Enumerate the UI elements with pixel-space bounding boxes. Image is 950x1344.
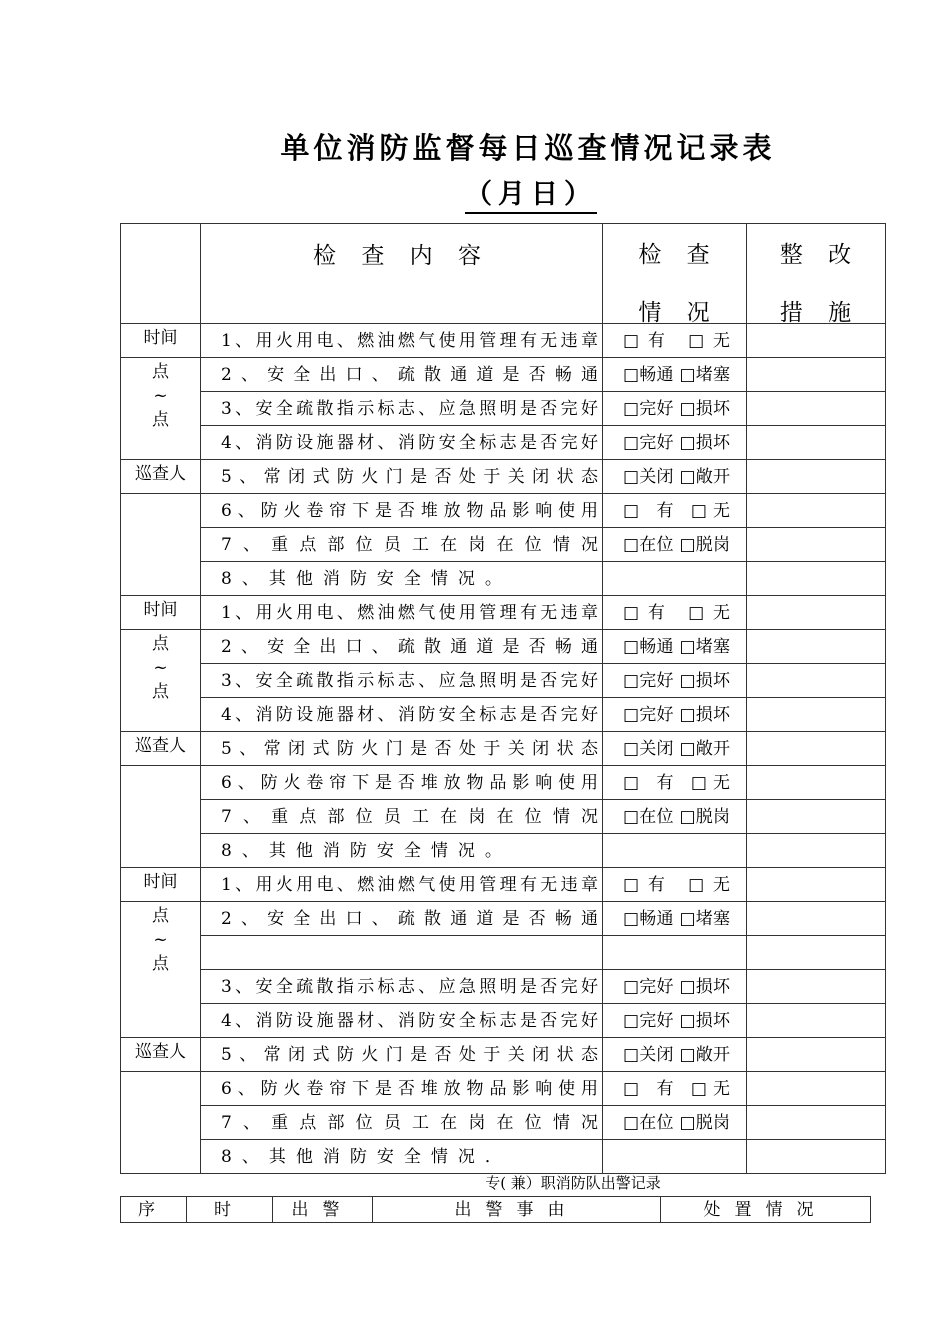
check-status: □有 □无 xyxy=(602,867,747,902)
check-item: 8、其他消防安全情况。 xyxy=(200,561,603,596)
rectification-cell xyxy=(746,1071,886,1106)
check-status xyxy=(602,935,747,970)
time-range-part: 点 xyxy=(152,682,169,702)
check-status: □完好 □损坏 xyxy=(602,663,747,698)
side-blank-cell xyxy=(120,493,201,596)
time-label: 时间 xyxy=(120,323,201,358)
check-status: □畅通 □堵塞 xyxy=(602,357,747,392)
rectification-cell xyxy=(746,1105,886,1140)
rectification-cell xyxy=(746,833,886,868)
check-status: □有 □无 xyxy=(602,323,747,358)
check-item xyxy=(200,935,603,970)
rectification-cell xyxy=(746,969,886,1004)
time-range-part: ~ xyxy=(153,658,168,678)
header-rectification-cell: 整 改 措 施 xyxy=(746,223,886,324)
alarm-header-cell: 序 xyxy=(120,1196,187,1223)
inspector-label: 巡查人 xyxy=(120,459,201,494)
check-status: □畅通 □堵塞 xyxy=(602,629,747,664)
rectification-cell xyxy=(746,1003,886,1038)
rectification-cell xyxy=(746,765,886,800)
check-status: □ 有 □无 xyxy=(602,1071,747,1106)
check-item: 1、用火用电、燃油燃气使用管理有无违章 xyxy=(200,595,603,630)
rectification-cell xyxy=(746,459,886,494)
check-item: 4、消防设施器材、消防安全标志是否完好 xyxy=(200,425,603,460)
check-status: □完好 □损坏 xyxy=(602,391,747,426)
check-status xyxy=(602,833,747,868)
check-status: □在位 □脱岗 xyxy=(602,527,747,562)
time-range-label xyxy=(120,629,201,732)
check-item: 2、安全出口、疏散通道是否畅通 xyxy=(200,901,603,936)
check-status: □完好 □损坏 xyxy=(602,1003,747,1038)
rectification-cell xyxy=(746,425,886,460)
check-item: 4、消防设施器材、消防安全标志是否完好 xyxy=(200,1003,603,1038)
time-range-part: 点 xyxy=(152,410,169,430)
header-blank-cell xyxy=(120,223,201,324)
time-range-part: 点 xyxy=(152,906,169,926)
page-title: 单位消防监督每日巡查情况记录表 xyxy=(280,131,776,165)
side-blank-cell xyxy=(120,1071,201,1174)
check-item: 8、其他消防安全情况． xyxy=(200,1139,603,1174)
check-item: 3、安全疏散指示标志、应急照明是否完好 xyxy=(200,391,603,426)
rectification-cell xyxy=(746,901,886,936)
time-label: 时间 xyxy=(120,867,201,902)
check-item: 6、防火卷帘下是否堆放物品影响使用 xyxy=(200,765,603,800)
rectification-cell xyxy=(746,323,886,358)
check-status: □在位 □脱岗 xyxy=(602,799,747,834)
check-status: □关闭 □敞开 xyxy=(602,459,747,494)
check-status: □关闭 □敞开 xyxy=(602,731,747,766)
check-item: 7、重点部位员工在岗在位情况 xyxy=(200,527,603,562)
inspector-label: 巡查人 xyxy=(120,731,201,766)
date-subtitle: （月日） xyxy=(465,178,597,214)
check-status: □关闭 □敞开 xyxy=(602,1037,747,1072)
check-item: 4、消防设施器材、消防安全标志是否完好 xyxy=(200,697,603,732)
side-blank-cell xyxy=(120,765,201,868)
header-content-cell: 检 查 内 容 xyxy=(200,223,603,324)
rectification-cell xyxy=(746,697,886,732)
check-item: 3、安全疏散指示标志、应急照明是否完好 xyxy=(200,969,603,1004)
time-label: 时间 xyxy=(120,595,201,630)
check-item: 5、常闭式防火门是否处于关闭状态 xyxy=(200,731,603,766)
check-status: □完好 □损坏 xyxy=(602,697,747,732)
check-item: 1、用火用电、燃油燃气使用管理有无违章 xyxy=(200,867,603,902)
check-item: 3、安全疏散指示标志、应急照明是否完好 xyxy=(200,663,603,698)
check-item: 5、常闭式防火门是否处于关闭状态 xyxy=(200,459,603,494)
alarm-header-cell: 出警 xyxy=(272,1196,373,1223)
alarm-header-cell: 出警事由 xyxy=(372,1196,661,1223)
rectification-cell xyxy=(746,731,886,766)
check-item: 2、安全出口、疏散通道是否畅通 xyxy=(200,357,603,392)
check-status: □畅通 □堵塞 xyxy=(602,901,747,936)
time-range-part: ~ xyxy=(153,930,168,950)
check-item: 7、重点部位员工在岗在位情况 xyxy=(200,799,603,834)
check-status: □完好 □损坏 xyxy=(602,969,747,1004)
inspector-label: 巡查人 xyxy=(120,1037,201,1072)
time-range-part: ~ xyxy=(153,386,168,406)
check-item: 6、防火卷帘下是否堆放物品影响使用 xyxy=(200,1071,603,1106)
check-item: 5、常闭式防火门是否处于关闭状态 xyxy=(200,1037,603,1072)
check-item: 2、安全出口、疏散通道是否畅通 xyxy=(200,629,603,664)
alarm-header-cell: 时 xyxy=(186,1196,273,1223)
check-item: 6、防火卷帘下是否堆放物品影响使用 xyxy=(200,493,603,528)
rectification-cell xyxy=(746,867,886,902)
check-status: □有 □无 xyxy=(602,595,747,630)
time-range-part: 点 xyxy=(152,362,169,382)
check-item: 1、用火用电、燃油燃气使用管理有无违章 xyxy=(200,323,603,358)
rectification-cell xyxy=(746,527,886,562)
rectification-cell xyxy=(746,561,886,596)
rectification-cell xyxy=(746,1139,886,1174)
check-status: □ 有 □无 xyxy=(602,493,747,528)
rectification-cell xyxy=(746,935,886,970)
check-status xyxy=(602,561,747,596)
check-status: □完好 □损坏 xyxy=(602,425,747,460)
header-status-cell: 检 查 情 况 xyxy=(602,223,747,324)
rectification-cell xyxy=(746,357,886,392)
check-item: 7、重点部位员工在岗在位情况 xyxy=(200,1105,603,1140)
rectification-cell xyxy=(746,595,886,630)
alarm-header-cell: 处置情况 xyxy=(660,1196,871,1223)
check-item: 8、其他消防安全情况。 xyxy=(200,833,603,868)
alarm-record-caption: 专( 兼）职消防队出警记录 xyxy=(485,1174,661,1192)
time-range-label xyxy=(120,357,201,460)
rectification-cell xyxy=(746,663,886,698)
rectification-cell xyxy=(746,629,886,664)
check-status: □在位 □脱岗 xyxy=(602,1105,747,1140)
check-status xyxy=(602,1139,747,1174)
rectification-cell xyxy=(746,391,886,426)
time-range-part: 点 xyxy=(152,634,169,654)
check-status: □ 有 □无 xyxy=(602,765,747,800)
rectification-cell xyxy=(746,1037,886,1072)
time-range-label xyxy=(120,901,201,1038)
rectification-cell xyxy=(746,493,886,528)
time-range-part: 点 xyxy=(152,954,169,974)
rectification-cell xyxy=(746,799,886,834)
